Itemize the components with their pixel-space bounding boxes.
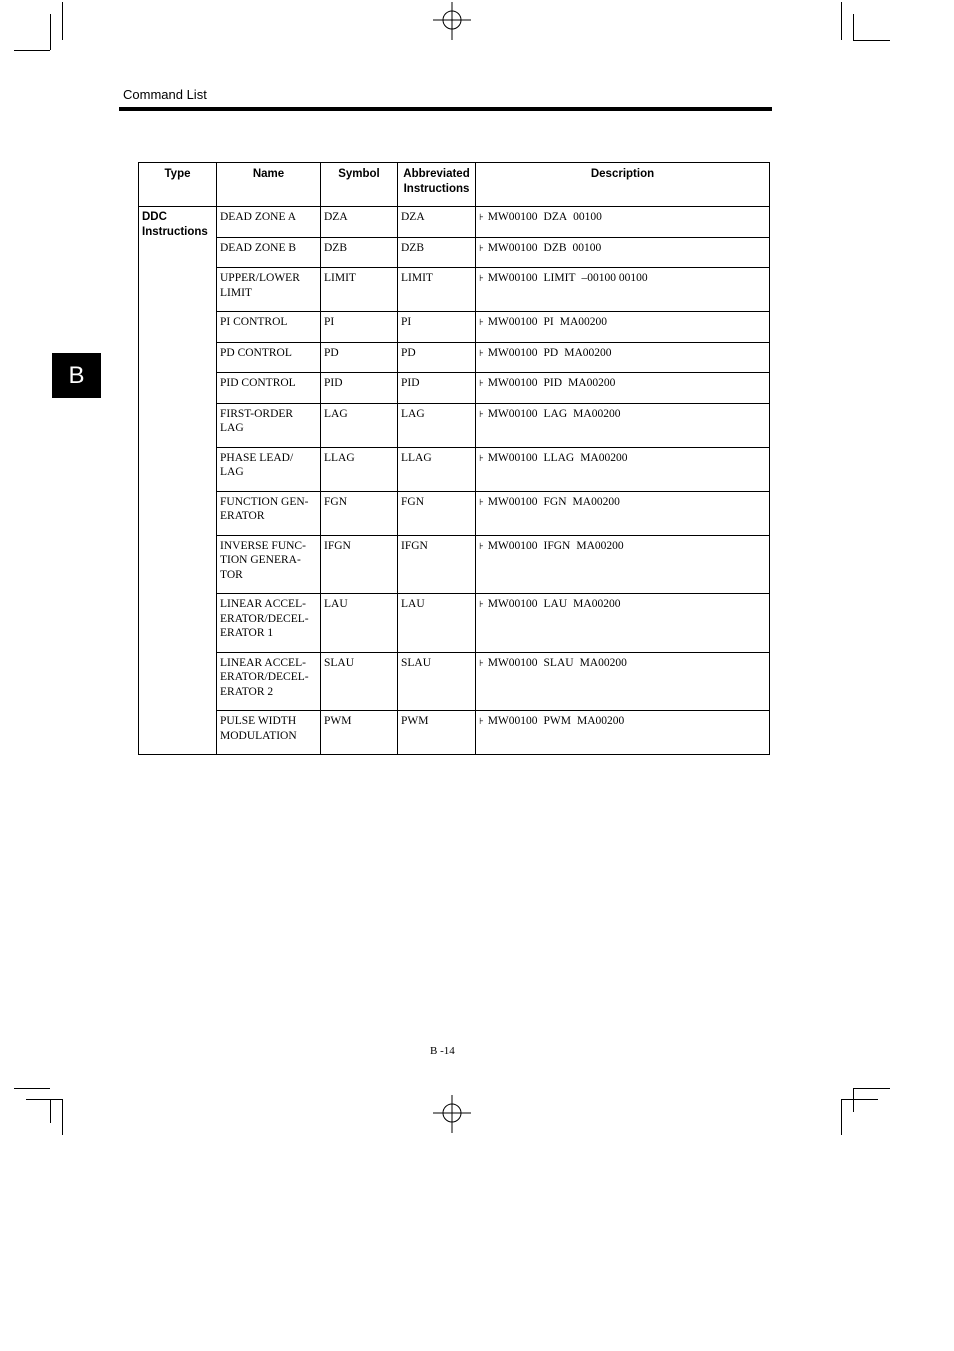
symbol-cell: PD: [321, 342, 398, 373]
ladder-start-icon: ⊦: [479, 348, 484, 359]
description-op: FGN: [543, 495, 567, 508]
description-arg: MA00200: [573, 598, 621, 610]
description-cell: [476, 237, 770, 268]
command-table: [138, 162, 770, 755]
description-op: DZA: [543, 211, 568, 223]
description-arg: MA00200: [559, 316, 608, 328]
table-row: [139, 342, 770, 373]
description-op: PD: [543, 346, 559, 359]
description-cell: [476, 373, 770, 404]
abbr-cell: LAU: [398, 594, 476, 653]
description-cell: [476, 711, 770, 755]
description-arg: 00100: [573, 211, 602, 223]
symbol-cell: PID: [321, 373, 398, 404]
abbr-cell: SLAU: [398, 652, 476, 711]
name-cell: PD CONTROL: [217, 342, 321, 373]
description-op: LLAG: [543, 451, 575, 464]
header-rule: [119, 107, 772, 111]
description-op: PID: [543, 377, 563, 389]
description-arg: MA00200: [579, 656, 627, 669]
abbr-cell: PI: [398, 312, 476, 343]
table-row: [139, 652, 770, 711]
name-cell: PHASE LEAD/ LAG: [217, 447, 321, 491]
type-cell: DDC Instructions: [139, 207, 217, 755]
abbr-cell: DZA: [398, 207, 476, 238]
table-row: [139, 491, 770, 535]
abbr-cell: PWM: [398, 711, 476, 755]
description-arg: MA00200: [564, 346, 612, 359]
description-operand: MW00100: [487, 316, 538, 328]
column-header-symbol: Symbol: [321, 163, 398, 207]
name-cell: FUNCTION GEN- ERATOR: [217, 491, 321, 535]
description-cell: [476, 342, 770, 373]
abbr-cell: FGN: [398, 491, 476, 535]
description-operand: MW00100: [487, 451, 538, 464]
name-cell: PID CONTROL: [217, 373, 321, 404]
ladder-start-icon: ⊦: [479, 379, 484, 389]
ladder-start-icon: ⊦: [479, 717, 484, 727]
table-row: [139, 237, 770, 268]
description-operand: MW00100: [487, 495, 538, 508]
column-header-name: Name: [217, 163, 321, 207]
ladder-start-icon: ⊦: [479, 243, 484, 254]
symbol-cell: DZB: [321, 237, 398, 268]
description-arg: MA00200: [580, 451, 628, 464]
description-cell: [476, 207, 770, 238]
description-arg: MA00200: [577, 715, 625, 727]
symbol-cell: LLAG: [321, 447, 398, 491]
abbr-cell: PID: [398, 373, 476, 404]
description-operand: MW00100: [487, 539, 538, 552]
ladder-start-icon: ⊦: [479, 658, 484, 669]
description-arg: –00100 00100: [581, 272, 648, 284]
description-operand: MW00100: [487, 377, 538, 389]
description-op: LIMIT: [543, 272, 576, 284]
description-arg: MA00200: [573, 407, 621, 420]
name-cell: DEAD ZONE A: [217, 207, 321, 238]
description-op: PWM: [543, 715, 572, 727]
ladder-start-icon: ⊦: [479, 409, 484, 420]
description-op: LAG: [543, 407, 568, 420]
name-cell: DEAD ZONE B: [217, 237, 321, 268]
description-arg: 00100: [572, 241, 602, 254]
column-header-description: Description: [476, 163, 770, 207]
description-arg: MA00200: [568, 377, 616, 389]
symbol-cell: SLAU: [321, 652, 398, 711]
table-row: [139, 535, 770, 594]
name-cell: INVERSE FUNC- TION GENERA- TOR: [217, 535, 321, 594]
description-arg: MA00200: [572, 495, 620, 508]
symbol-cell: LAU: [321, 594, 398, 653]
ladder-start-icon: ⊦: [479, 213, 484, 223]
table-row: [139, 207, 770, 238]
table-row: [139, 312, 770, 343]
description-operand: MW00100: [487, 211, 538, 223]
symbol-cell: FGN: [321, 491, 398, 535]
description-op: LAU: [543, 598, 568, 610]
table-row: [139, 268, 770, 312]
symbol-cell: PI: [321, 312, 398, 343]
description-op: PI: [543, 316, 554, 328]
description-cell: [476, 652, 770, 711]
ladder-start-icon: ⊦: [479, 541, 484, 552]
table-body: [139, 207, 770, 755]
table-row: [139, 711, 770, 755]
symbol-cell: IFGN: [321, 535, 398, 594]
description-op: SLAU: [543, 656, 574, 669]
abbr-cell: DZB: [398, 237, 476, 268]
page-number: B -14: [430, 1045, 455, 1057]
name-cell: PULSE WIDTH MODULATION: [217, 711, 321, 755]
symbol-cell: DZA: [321, 207, 398, 238]
table-row: [139, 403, 770, 447]
ladder-start-icon: ⊦: [479, 600, 484, 610]
description-operand: MW00100: [487, 407, 538, 420]
table-row: [139, 447, 770, 491]
name-cell: LINEAR ACCEL- ERATOR/DECEL- ERATOR 1: [217, 594, 321, 653]
ladder-start-icon: ⊦: [479, 274, 484, 284]
abbr-cell: LAG: [398, 403, 476, 447]
ladder-start-icon: ⊦: [479, 318, 484, 328]
table-row: [139, 373, 770, 404]
abbr-cell: LIMIT: [398, 268, 476, 312]
symbol-cell: PWM: [321, 711, 398, 755]
description-cell: [476, 312, 770, 343]
ladder-start-icon: ⊦: [479, 453, 484, 464]
column-header-type: Type: [139, 163, 217, 207]
name-cell: FIRST-ORDER LAG: [217, 403, 321, 447]
table-row: [139, 594, 770, 653]
symbol-cell: LAG: [321, 403, 398, 447]
name-cell: PI CONTROL: [217, 312, 321, 343]
description-operand: MW00100: [487, 241, 538, 254]
description-operand: MW00100: [487, 346, 538, 359]
name-cell: UPPER/LOWER LIMIT: [217, 268, 321, 312]
abbr-cell: IFGN: [398, 535, 476, 594]
page-header-title: Command List: [123, 87, 207, 102]
abbr-cell: LLAG: [398, 447, 476, 491]
description-cell: [476, 403, 770, 447]
registration-mark-top: [432, 2, 472, 42]
description-operand: MW00100: [487, 656, 538, 669]
registration-mark-bottom: [432, 1093, 472, 1133]
description-operand: MW00100: [487, 715, 538, 727]
abbr-cell: PD: [398, 342, 476, 373]
description-cell: [476, 491, 770, 535]
symbol-cell: LIMIT: [321, 268, 398, 312]
column-header-abbreviated: Abbreviated Instructions: [398, 163, 476, 207]
description-cell: [476, 268, 770, 312]
description-cell: [476, 594, 770, 653]
description-op: DZB: [543, 241, 567, 254]
name-cell: LINEAR ACCEL- ERATOR/DECEL- ERATOR 2: [217, 652, 321, 711]
description-arg: MA00200: [576, 539, 624, 552]
ladder-start-icon: ⊦: [479, 497, 484, 508]
description-op: IFGN: [543, 539, 571, 552]
section-tab: B: [52, 353, 101, 398]
description-cell: [476, 535, 770, 594]
description-operand: MW00100: [487, 598, 538, 610]
table-header-row: [139, 163, 770, 207]
description-cell: [476, 447, 770, 491]
description-operand: MW00100: [487, 272, 538, 284]
